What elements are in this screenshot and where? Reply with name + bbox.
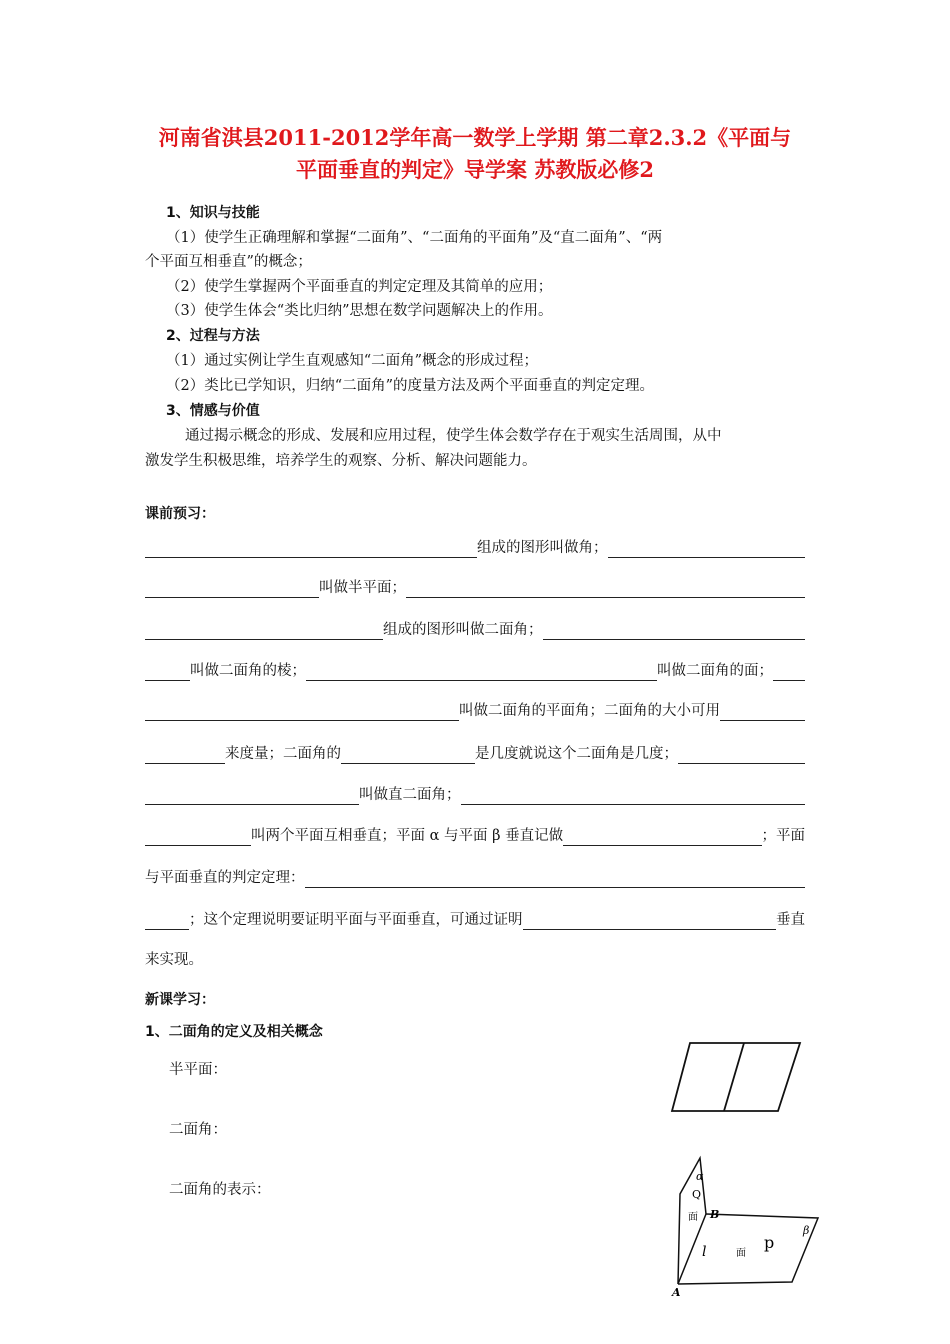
preview-text: 垂直 (776, 912, 805, 928)
preview-line-11: 来实现。 (145, 952, 203, 968)
heading-process-method: 2、过程与方法 (166, 328, 260, 344)
half-plane-label: 半平面： (169, 1062, 227, 1078)
preview-line-6 (145, 744, 805, 764)
preview-line-10 (145, 910, 805, 930)
knowledge-item-3: （3）使学生体会“类比归纳”思想在数学问题解决上的作用。 (166, 303, 553, 319)
fill-blank[interactable] (145, 665, 190, 681)
new-lesson-heading: 新课学习： (145, 992, 215, 1008)
fill-blank[interactable] (145, 830, 251, 846)
fill-blank[interactable] (145, 789, 359, 805)
preview-text: 是几度就说这个二面角是几度； (475, 746, 678, 762)
section-1-heading: 1、二面角的定义及相关概念 (145, 1024, 323, 1040)
fill-blank[interactable] (543, 624, 806, 640)
fill-blank[interactable] (608, 542, 806, 558)
fill-blank[interactable] (305, 872, 806, 888)
preview-text: 叫做二面角的平面角；二面角的大小可用 (459, 703, 720, 719)
preview-line-7 (145, 785, 805, 805)
knowledge-item-2: （2）使学生掌握两个平面垂直的判定定理及其简单的应用； (166, 279, 553, 295)
knowledge-item-1b: 个平面互相垂直”的概念； (145, 254, 312, 270)
document-title (140, 122, 810, 186)
fill-blank[interactable] (306, 665, 657, 681)
preview-text: ；平面 (761, 828, 805, 844)
point-a-label: A (672, 1286, 681, 1299)
fill-blank[interactable] (461, 789, 806, 805)
face-label: 面 (736, 1248, 746, 1259)
knowledge-item-1a: （1）使学生正确理解和掌握“二面角”、“二面角的平面角”及“直二面角”、“两 (166, 230, 663, 246)
title-line-2: 平面垂直的判定》导学案 苏教版必修2 (296, 157, 654, 182)
face-label: 面 (688, 1212, 698, 1223)
p-label: p (764, 1233, 775, 1252)
dihedral-label: 二面角： (169, 1122, 227, 1138)
preview-text: 组成的图形叫做角； (477, 540, 608, 556)
preview-text: 叫做二面角的面； (657, 663, 773, 679)
fill-blank[interactable] (563, 830, 761, 846)
preview-text: 叫做直二面角； (359, 787, 461, 803)
heading-knowledge-skills: 1、知识与技能 (166, 205, 260, 221)
fill-blank[interactable] (145, 705, 459, 721)
preview-text: 组成的图形叫做二面角； (383, 622, 543, 638)
fill-blank[interactable] (341, 748, 475, 764)
edge-l-label: l (702, 1244, 707, 1260)
value-text-2: 激发学生积极思维，培养学生的观察、分析、解决问题能力。 (145, 453, 537, 469)
process-item-2: （2）类比已学知识，归纳“二面角”的度量方法及两个平面垂直的判定定理。 (166, 378, 655, 394)
heading-emotion-value: 3、情感与价值 (166, 403, 260, 419)
process-item-1: （1）通过实例让学生直观感知“二面角”概念的形成过程； (166, 353, 539, 369)
preview-text: 叫做二面角的棱； (190, 663, 306, 679)
title-line-1: 河南省淇县2011-2012学年高一数学上学期 第二章2.3.2《平面与 (158, 125, 792, 150)
preview-line-4 (145, 661, 805, 681)
fill-blank[interactable] (678, 748, 805, 764)
fill-blank[interactable] (406, 582, 805, 598)
preview-line-2 (145, 578, 805, 598)
preview-text: ；这个定理说明要证明平面与平面垂直，可通过证明 (189, 912, 523, 928)
fill-blank[interactable] (145, 582, 319, 598)
fill-blank[interactable] (720, 705, 805, 721)
preview-text: 叫做半平面； (319, 580, 406, 596)
dihedral-angle-figure (660, 1150, 830, 1300)
preview-heading: 课前预习： (145, 506, 215, 522)
value-text-1: 通过揭示概念的形成、发展和应用过程，使学生体会数学存在于观实生活周围，从中 (185, 428, 722, 444)
preview-line-3 (145, 620, 805, 640)
fill-blank[interactable] (145, 748, 225, 764)
preview-text: 与平面垂直的判定定理： (145, 870, 305, 886)
beta-label: β (803, 1224, 810, 1237)
q-label: Q (692, 1188, 702, 1201)
fill-blank[interactable] (145, 624, 383, 640)
half-plane-figure (660, 1035, 810, 1120)
point-b-label: B (710, 1208, 720, 1221)
preview-line-1 (145, 538, 805, 558)
preview-line-9 (145, 868, 805, 888)
preview-text: 来度量；二面角的 (225, 746, 341, 762)
fill-blank[interactable] (145, 542, 477, 558)
alpha-label: α (696, 1170, 704, 1183)
fill-blank[interactable] (773, 665, 805, 681)
preview-text: 叫两个平面互相垂直；平面 α 与平面 β 垂直记做 (251, 828, 564, 844)
preview-line-8 (145, 826, 805, 846)
preview-line-5 (145, 701, 805, 721)
fill-blank[interactable] (145, 914, 189, 930)
dihedral-notation-label: 二面角的表示： (169, 1182, 271, 1198)
fill-blank[interactable] (523, 914, 777, 930)
